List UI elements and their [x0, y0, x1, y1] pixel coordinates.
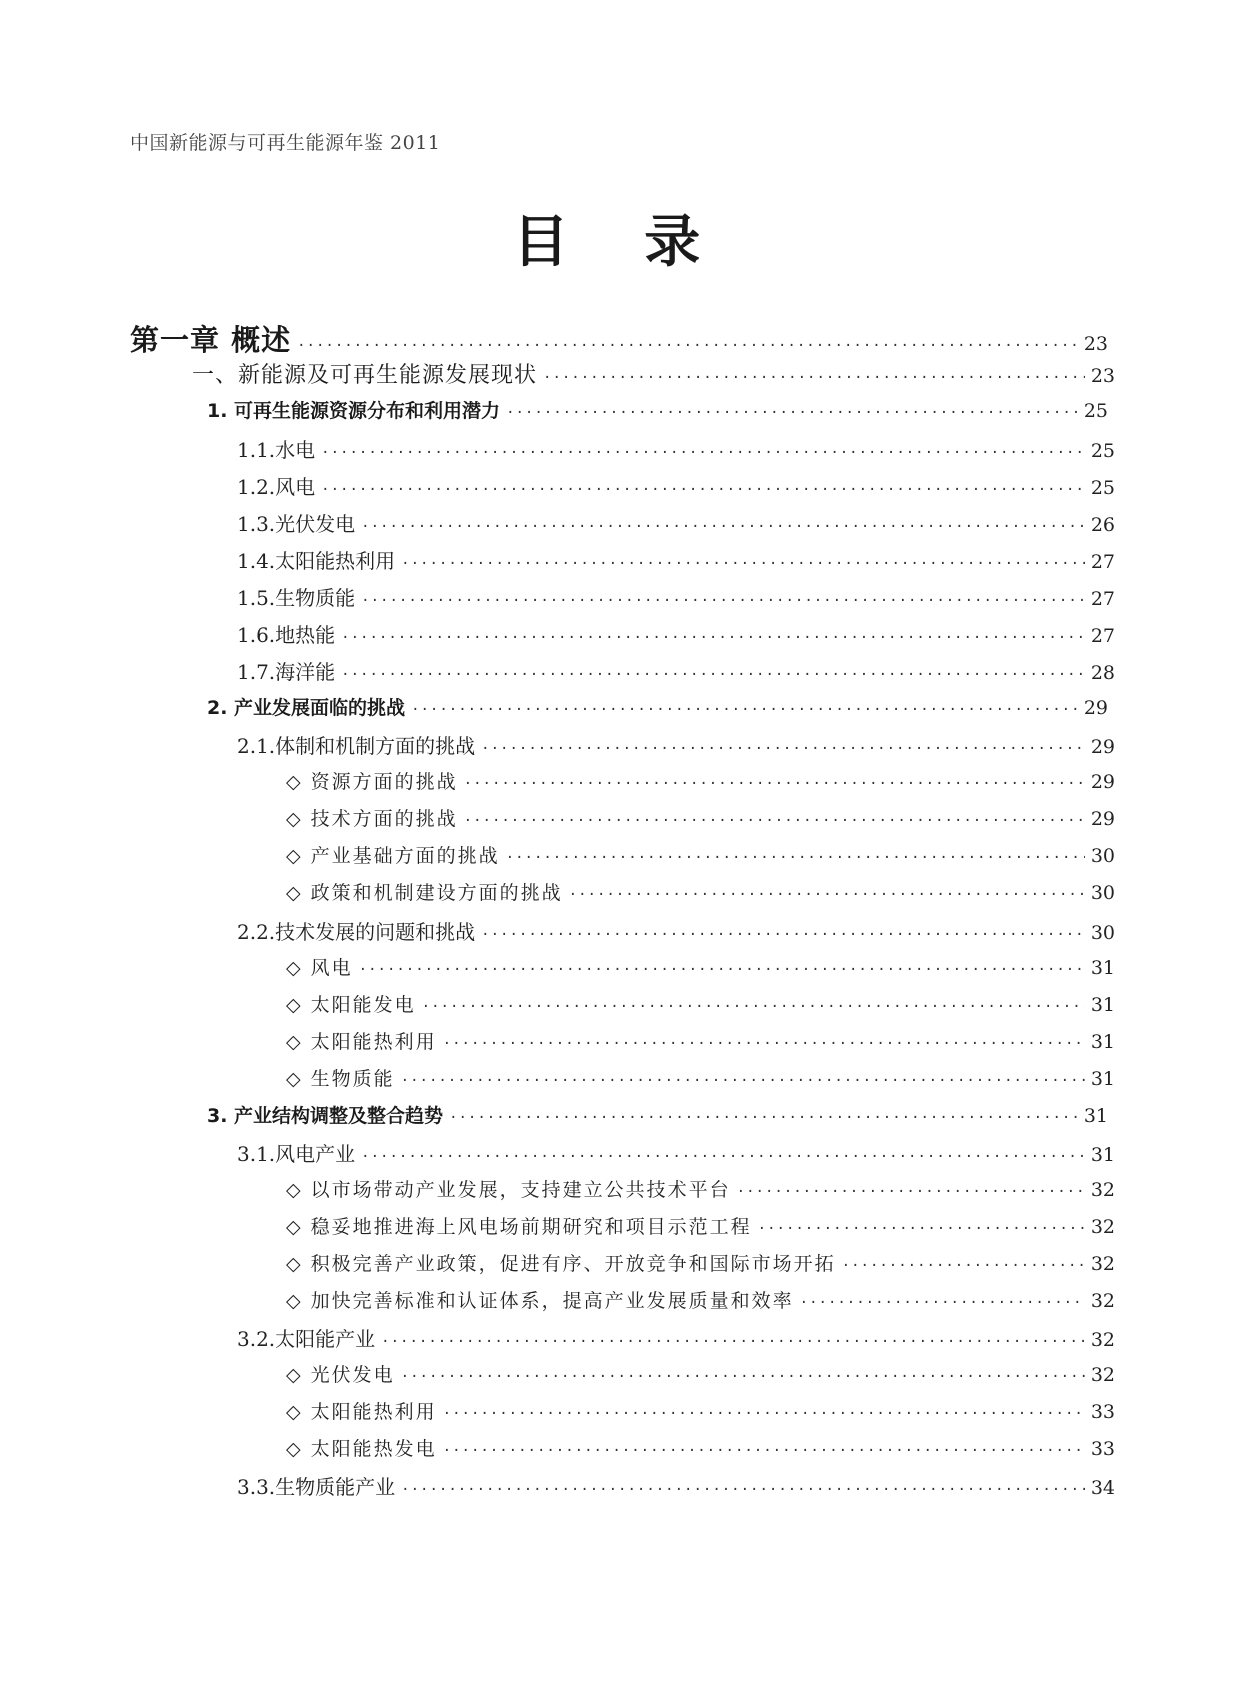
toc-entry-label: 1. 可再生能源资源分布和利用潜力 [207, 400, 501, 422]
dot-leader [422, 999, 1085, 1015]
toc-entry-label: 2.2.技术发展的问题和挑战 [237, 920, 476, 944]
dot-leader [443, 1406, 1085, 1422]
toc-entry-label: ◇ 太阳能热发电 [286, 1438, 437, 1460]
dot-leader [381, 1334, 1085, 1350]
toc-entry-label: ◇ 生物质能 [286, 1068, 395, 1090]
toc-entry-label: ◇ 政策和机制建设方面的挑战 [286, 882, 563, 904]
page-title: 目 录 [512, 209, 729, 275]
toc-entry[interactable] [286, 1286, 1115, 1322]
toc-entry[interactable] [286, 1027, 1115, 1063]
toc-entry[interactable] [237, 619, 1115, 655]
toc-entry-page: 26 [1090, 514, 1115, 536]
toc-entry-label: 2. 产业发展面临的挑战 [207, 697, 406, 719]
toc-entry[interactable] [286, 1249, 1115, 1285]
toc-entry-label: 3.2.太阳能产业 [237, 1327, 376, 1351]
toc-entry-page: 29 [1090, 808, 1115, 830]
toc-entry-page: 31 [1090, 1031, 1115, 1053]
toc-entry-label: 1.5.生物质能 [237, 586, 356, 610]
toc-entry-label: ◇ 积极完善产业政策，促进有序、开放竞争和国际市场开拓 [286, 1253, 836, 1275]
toc-entry-label: ◇ 太阳能发电 [286, 994, 416, 1016]
toc-entry-page: 32 [1090, 1329, 1115, 1351]
toc-entry-label: 一、新能源及可再生能源发展现状 [192, 363, 538, 388]
toc-entry[interactable] [130, 318, 1108, 357]
dot-leader [401, 1482, 1085, 1498]
toc-entry[interactable] [286, 1212, 1115, 1248]
dot-leader [401, 1073, 1085, 1089]
toc-entry-page: 25 [1083, 400, 1108, 422]
toc-entry-page: 33 [1090, 1438, 1115, 1460]
toc-entry-page: 25 [1090, 440, 1115, 462]
toc-entry-page: 31 [1090, 1144, 1115, 1166]
toc-entry-page: 32 [1090, 1290, 1115, 1312]
toc-entry-page: 29 [1090, 771, 1115, 793]
dot-leader [341, 630, 1085, 646]
toc-entry-label: ◇ 加快完善标准和认证体系，提高产业发展质量和效率 [286, 1290, 794, 1312]
toc-entry-page: 30 [1090, 845, 1115, 867]
dot-leader [321, 482, 1085, 498]
toc-entry-label: 1.1.水电 [237, 438, 316, 462]
toc-entry[interactable] [286, 1064, 1115, 1100]
toc-entry[interactable] [286, 878, 1115, 914]
toc-entry-page: 31 [1083, 1105, 1108, 1127]
toc-entry-page: 27 [1090, 625, 1115, 647]
toc-entry-label: 1.4.太阳能热利用 [237, 549, 396, 573]
toc-entry-label: ◇ 稳妥地推进海上风电场前期研究和项目示范工程 [286, 1216, 752, 1238]
dot-leader [481, 927, 1085, 943]
toc-entry[interactable] [237, 656, 1115, 692]
dot-leader [800, 1295, 1085, 1311]
toc-entry-label: 3.3.生物质能产业 [237, 1475, 396, 1499]
toc-entry[interactable] [286, 953, 1115, 989]
toc-entry-page: 23 [1090, 365, 1115, 387]
toc-entry[interactable] [237, 1323, 1115, 1359]
dot-leader [443, 1036, 1085, 1052]
dot-leader [361, 593, 1085, 609]
toc-entry-label: ◇ 产业基础方面的挑战 [286, 845, 500, 867]
toc-entry-label: ◇ 技术方面的挑战 [286, 808, 458, 830]
toc-entry-label: ◇ 以市场带动产业发展，支持建立公共技术平台 [286, 1179, 731, 1201]
toc-entry-label: ◇ 资源方面的挑战 [286, 771, 458, 793]
toc-entry[interactable] [237, 1471, 1115, 1507]
toc-entry-page: 31 [1090, 994, 1115, 1016]
toc-entry-page: 31 [1090, 1068, 1115, 1090]
running-header: 中国新能源与可再生能源年鉴 2011 [130, 132, 441, 154]
dot-leader [449, 1110, 1078, 1126]
toc-entry-page: 28 [1090, 662, 1115, 684]
toc-entry-label: ◇ 风电 [286, 957, 353, 979]
toc-entry[interactable] [207, 693, 1108, 729]
toc-entry-page: 23 [1083, 333, 1108, 355]
toc-entry[interactable] [237, 582, 1115, 618]
toc-entry[interactable] [286, 1360, 1115, 1396]
toc-entry[interactable] [286, 841, 1115, 877]
dot-leader [401, 556, 1085, 572]
dot-leader [464, 813, 1085, 829]
toc-entry[interactable] [237, 545, 1115, 581]
toc-entry[interactable] [237, 916, 1115, 952]
toc-entry-page: 31 [1090, 957, 1115, 979]
dot-leader [361, 519, 1085, 535]
toc-entry[interactable] [286, 1175, 1115, 1211]
dot-leader [842, 1258, 1085, 1274]
dot-leader [341, 667, 1085, 683]
toc-entry-page: 27 [1090, 551, 1115, 573]
toc-entry[interactable] [286, 767, 1115, 803]
dot-leader [543, 370, 1085, 386]
toc-entry[interactable] [237, 730, 1115, 766]
dot-leader [758, 1221, 1085, 1237]
toc-entry-label: 1.3.光伏发电 [237, 512, 356, 536]
toc-entry-label: 1.7.海洋能 [237, 660, 336, 684]
toc-entry[interactable] [237, 434, 1115, 470]
toc-entry-label: ◇ 光伏发电 [286, 1364, 395, 1386]
toc-entry-label: 1.2.风电 [237, 475, 316, 499]
dot-leader [464, 776, 1085, 792]
toc-entry-page: 29 [1090, 736, 1115, 758]
toc-entry-page: 29 [1083, 697, 1108, 719]
dot-leader [481, 741, 1085, 757]
toc-entry[interactable] [237, 508, 1115, 544]
dot-leader [506, 405, 1078, 421]
toc-entry-page: 30 [1090, 922, 1115, 944]
dot-leader [321, 445, 1085, 461]
toc-entry[interactable] [207, 396, 1108, 432]
dot-leader [737, 1184, 1085, 1200]
toc-entry-label: 1.6.地热能 [237, 623, 336, 647]
dot-leader [359, 962, 1085, 978]
toc-entry-page: 32 [1090, 1216, 1115, 1238]
toc-entry[interactable] [237, 1138, 1115, 1174]
toc-entry[interactable] [207, 1101, 1108, 1137]
toc-entry-page: 32 [1090, 1179, 1115, 1201]
toc-entry[interactable] [286, 1397, 1115, 1433]
toc-entry-label: 3.1.风电产业 [237, 1142, 356, 1166]
toc-entry-label: 2.1.体制和机制方面的挑战 [237, 734, 476, 758]
toc-entry-label: ◇ 太阳能热利用 [286, 1401, 437, 1423]
dot-leader [361, 1149, 1085, 1165]
dot-leader [411, 702, 1078, 718]
toc-entry[interactable] [286, 1434, 1115, 1470]
toc-entry[interactable] [286, 804, 1115, 840]
toc-entry-page: 34 [1090, 1477, 1115, 1499]
toc-entry-label: 3. 产业结构调整及整合趋势 [207, 1105, 444, 1127]
toc-entry-page: 25 [1090, 477, 1115, 499]
toc-entry[interactable] [286, 990, 1115, 1026]
toc-entry-label: ◇ 太阳能热利用 [286, 1031, 437, 1053]
toc-entry[interactable] [237, 471, 1115, 507]
toc-entry-label: 第一章 概述 [130, 323, 292, 357]
toc-entry-page: 32 [1090, 1364, 1115, 1386]
dot-leader [443, 1443, 1085, 1459]
toc-entry-page: 32 [1090, 1253, 1115, 1275]
toc-entry-page: 30 [1090, 882, 1115, 904]
toc-entry[interactable] [192, 358, 1115, 394]
toc-entry-page: 33 [1090, 1401, 1115, 1423]
dot-leader [401, 1369, 1085, 1385]
dot-leader [506, 850, 1085, 866]
dot-leader [297, 338, 1078, 354]
toc-entry-page: 27 [1090, 588, 1115, 610]
dot-leader [569, 887, 1085, 903]
